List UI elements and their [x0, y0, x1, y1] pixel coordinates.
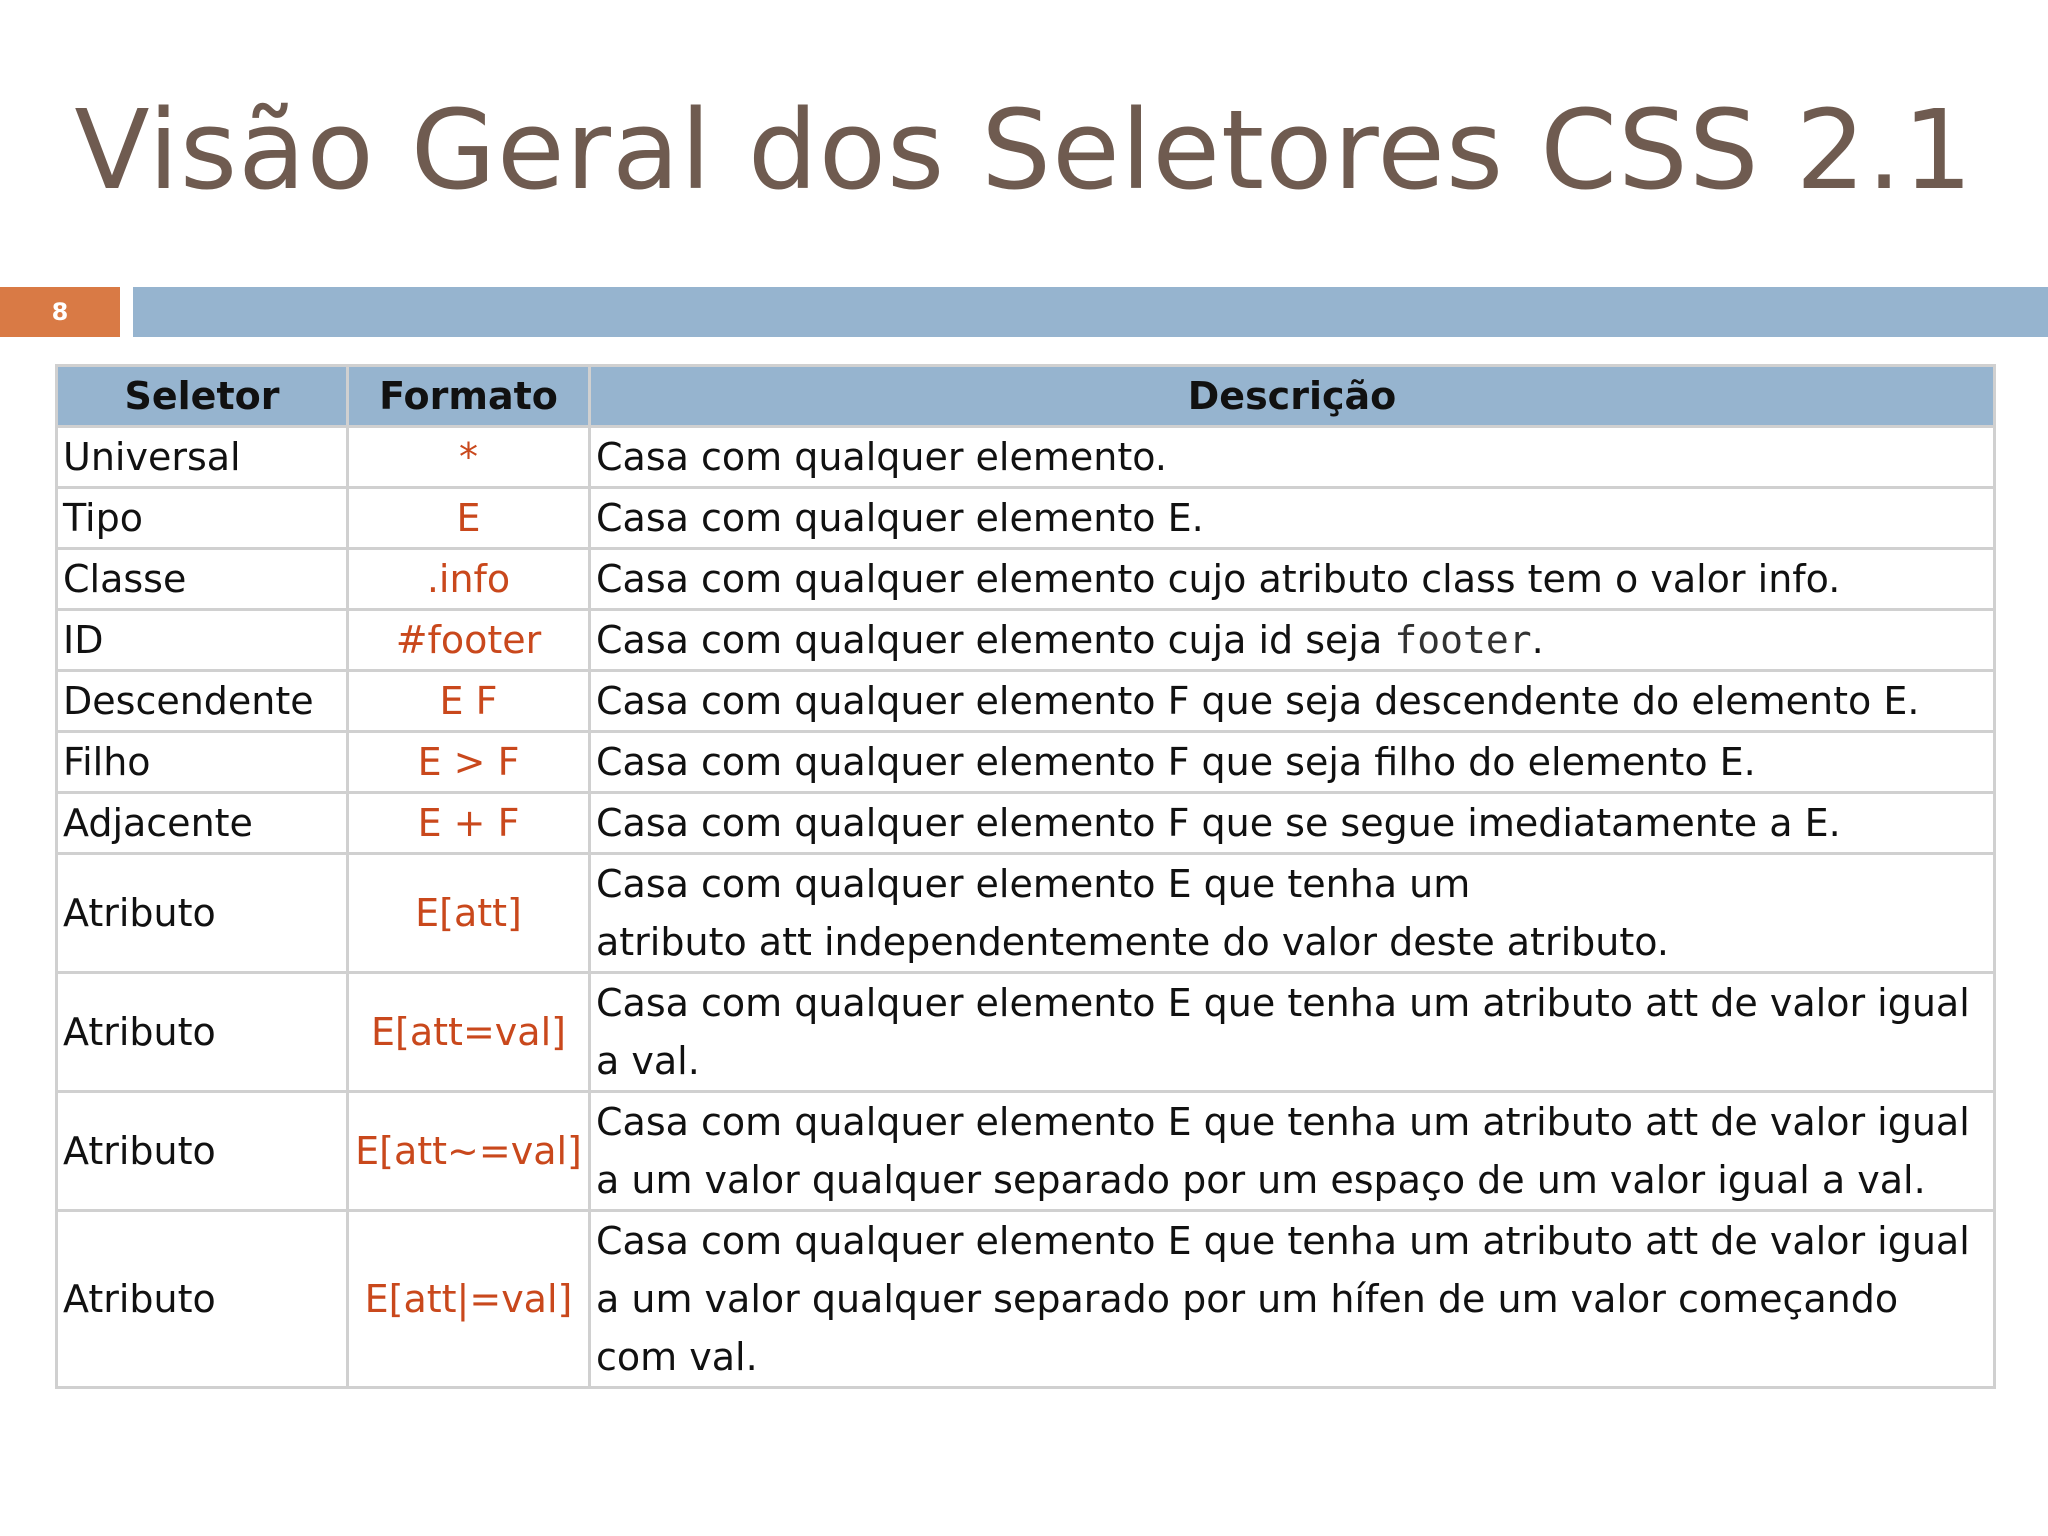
description-text: Casa com qualquer elemento cuja id seja [596, 618, 1395, 662]
format-cell: E F [348, 671, 590, 732]
format-cell: E[att~=val] [348, 1092, 590, 1211]
description-cell: Casa com qualquer elemento F que se segue imediatamente a E. [590, 793, 1995, 854]
table-row [57, 793, 1995, 854]
selector-cell: ID [57, 610, 348, 671]
description-line: a um valor qualquer separado por um hífen de um valor começando [596, 1277, 1899, 1321]
table-row [57, 488, 1995, 549]
description-cell: Casa com qualquer elemento cujo atributo class tem o valor info. [590, 549, 1995, 610]
description-line: Casa com qualquer elemento E que tenha um atributo att de valor igual [596, 981, 1970, 1025]
code-footer: footer [1394, 618, 1532, 662]
description-end: . [1531, 618, 1544, 662]
description-cell: Casa com qualquer elemento F que seja descendente do elemento E. [590, 671, 1995, 732]
table-row [57, 549, 1995, 610]
format-cell: E > F [348, 732, 590, 793]
selector-cell: Atributo [57, 1211, 348, 1388]
description-line: Casa com qualquer elemento E que tenha um atributo att de valor igual [596, 1100, 1970, 1144]
header-formato: Formato [348, 366, 590, 427]
description-cell [590, 1211, 1995, 1388]
table-row [57, 427, 1995, 488]
format-cell: E [348, 488, 590, 549]
header-seletor: Seletor [57, 366, 348, 427]
format-cell: .info [348, 549, 590, 610]
header-descricao: Descrição [590, 366, 1995, 427]
table-row [57, 973, 1995, 1092]
selectors-table [55, 364, 1996, 1389]
header-bar [133, 287, 2048, 337]
description-cell: Casa com qualquer elemento E. [590, 488, 1995, 549]
slide-number: 8 [0, 287, 120, 337]
selector-cell: Filho [57, 732, 348, 793]
description-line: com val. [596, 1335, 758, 1379]
table-row [57, 671, 1995, 732]
selector-cell: Adjacente [57, 793, 348, 854]
selector-cell: Atributo [57, 973, 348, 1092]
selector-cell: Atributo [57, 854, 348, 973]
table-header-row [57, 366, 1995, 427]
description-line: a val. [596, 1039, 700, 1083]
table-row [57, 1211, 1995, 1388]
selector-cell: Classe [57, 549, 348, 610]
table-row [57, 854, 1995, 973]
format-cell: E[att] [348, 854, 590, 973]
selector-cell: Tipo [57, 488, 348, 549]
description-cell [590, 1092, 1995, 1211]
table-row [57, 732, 1995, 793]
table-row [57, 610, 1995, 671]
description-line: atributo att independentemente do valor deste atributo. [596, 920, 1669, 964]
description-line: Casa com qualquer elemento E que tenha um [596, 862, 1471, 906]
description-cell [590, 973, 1995, 1092]
format-cell: E[att=val] [348, 973, 590, 1092]
description-line: Casa com qualquer elemento E que tenha um atributo att de valor igual [596, 1219, 1970, 1263]
selector-cell: Descendente [57, 671, 348, 732]
selector-cell: Universal [57, 427, 348, 488]
description-cell [590, 610, 1995, 671]
description-cell [590, 854, 1995, 973]
description-cell: Casa com qualquer elemento F que seja filho do elemento E. [590, 732, 1995, 793]
format-cell: #footer [348, 610, 590, 671]
format-cell: E[att|=val] [348, 1211, 590, 1388]
description-cell: Casa com qualquer elemento. [590, 427, 1995, 488]
format-cell: E + F [348, 793, 590, 854]
description-line: a um valor qualquer separado por um espaço de um valor igual a val. [596, 1158, 1926, 1202]
selector-cell: Atributo [57, 1092, 348, 1211]
slide-title: Visão Geral dos Seletores CSS 2.1 [74, 86, 1974, 214]
format-cell: * [348, 427, 590, 488]
table-row [57, 1092, 1995, 1211]
